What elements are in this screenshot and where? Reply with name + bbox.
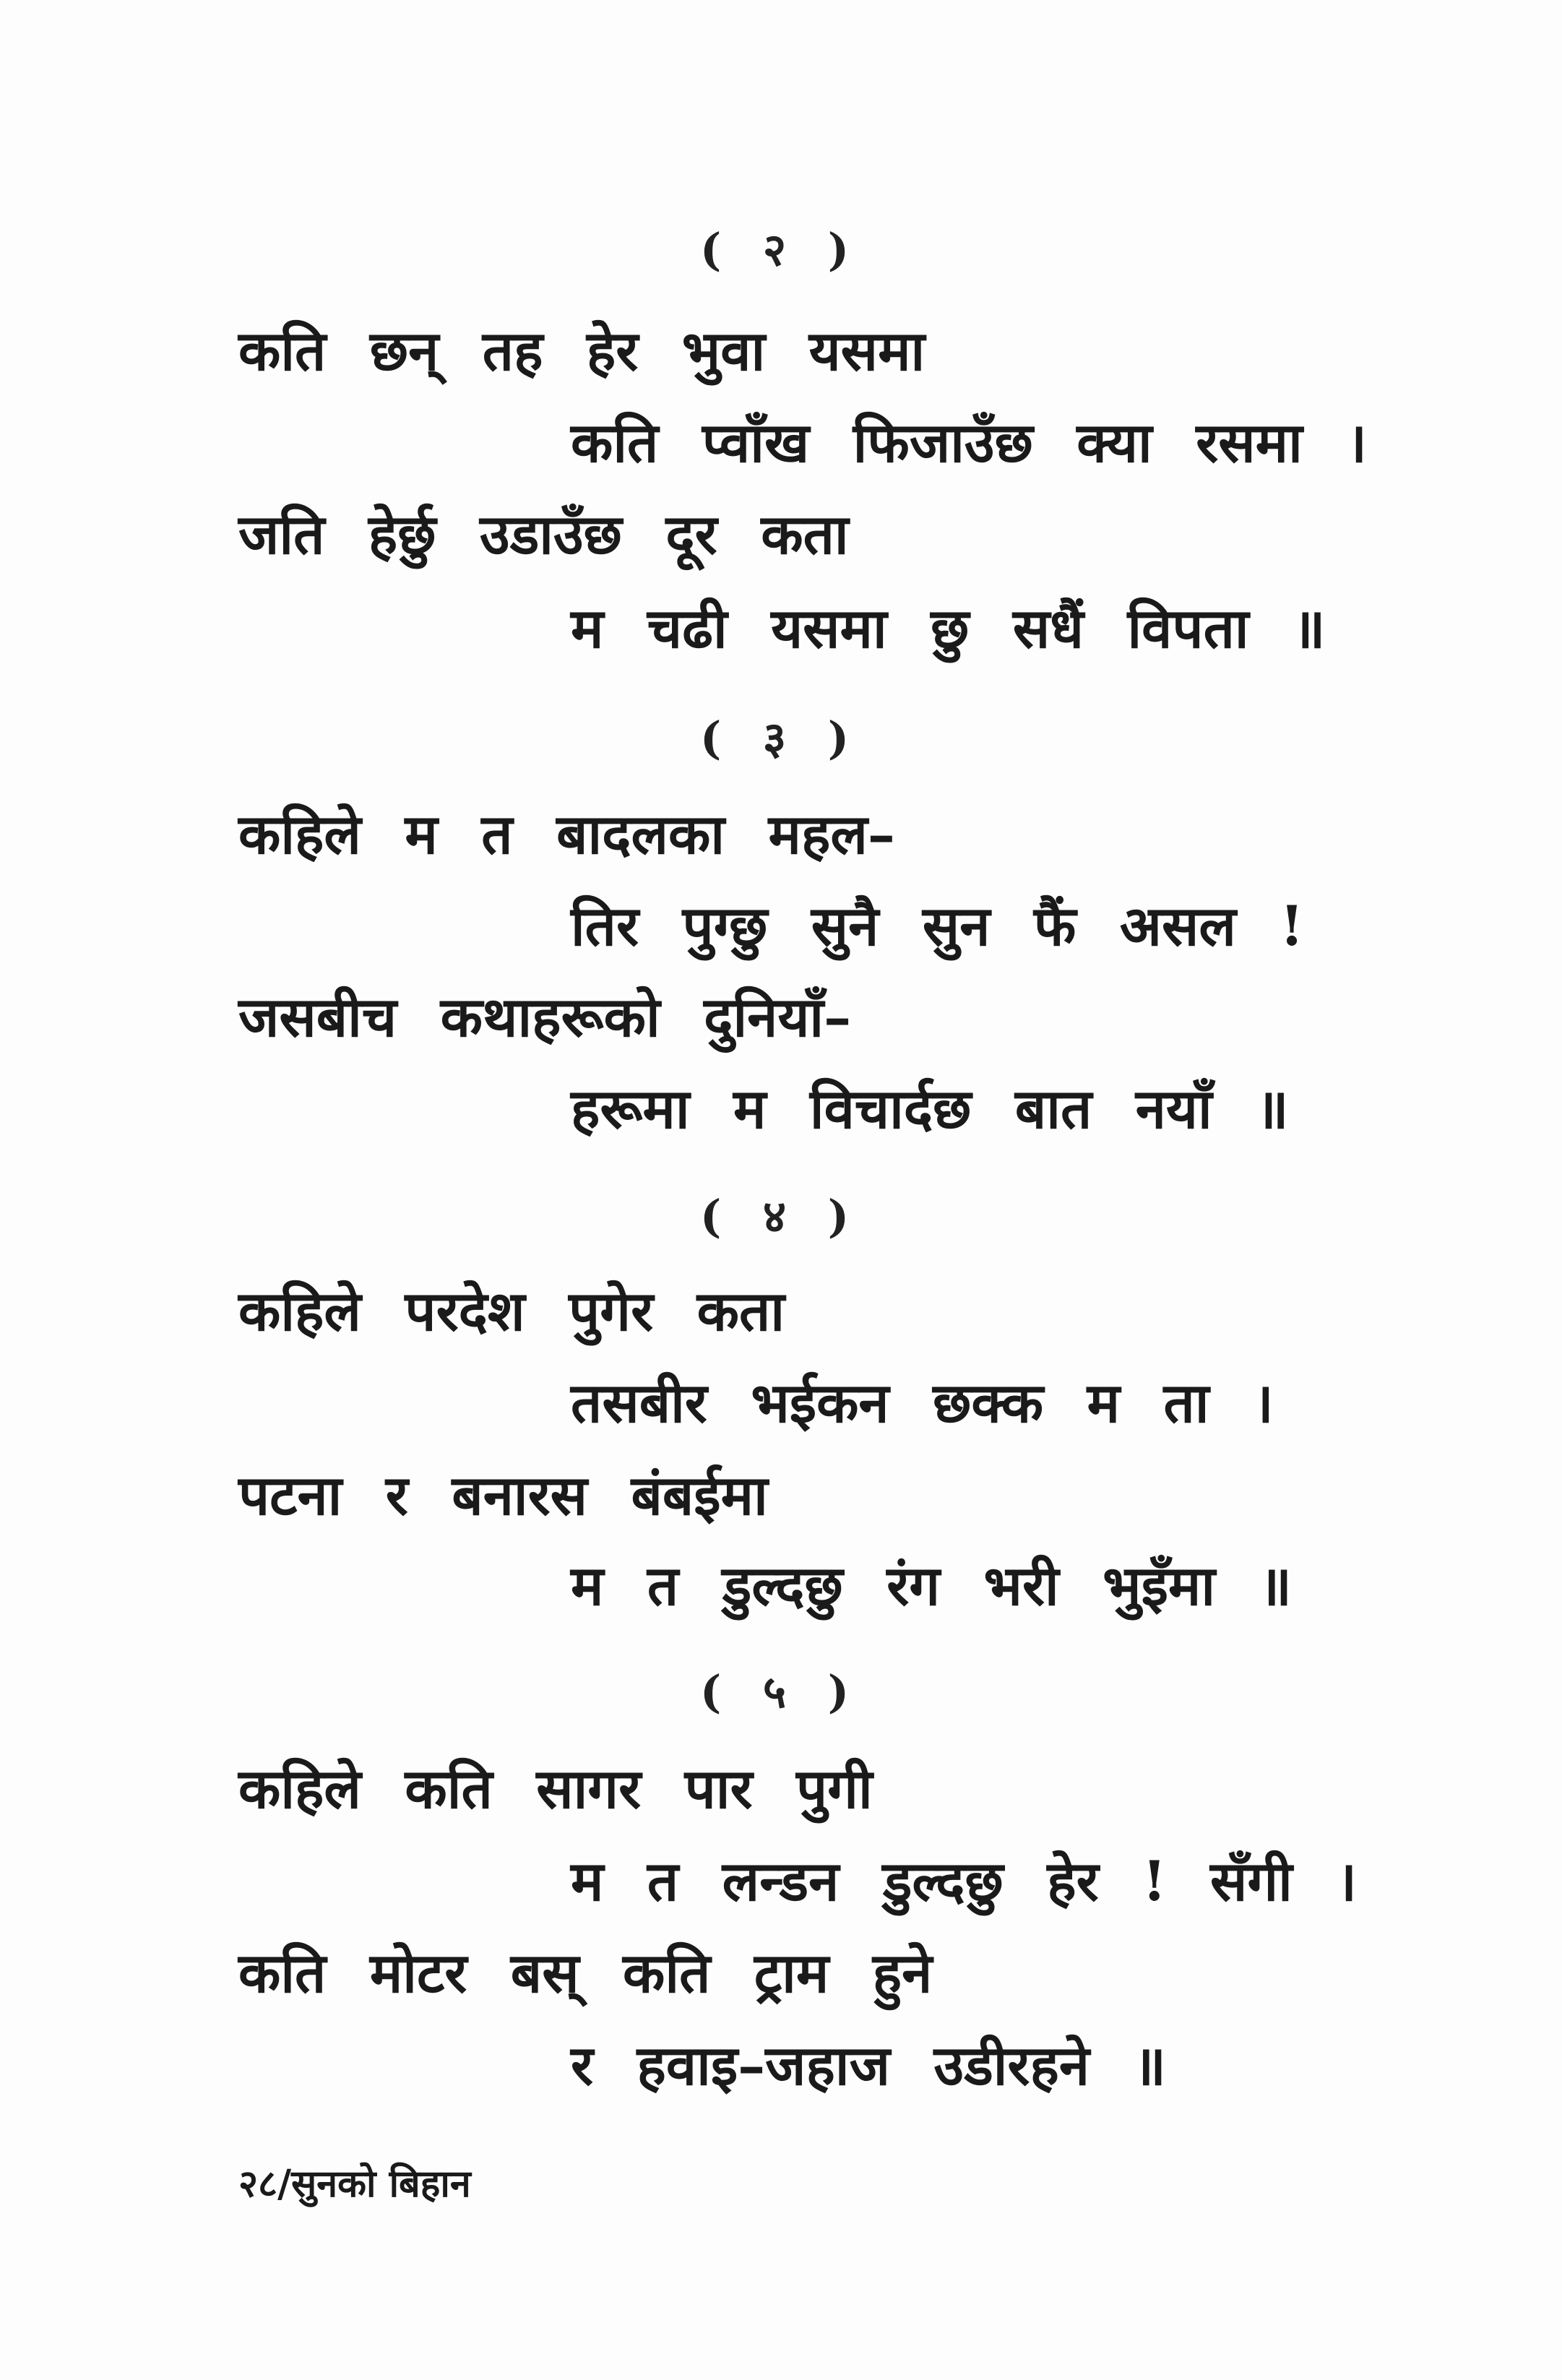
stanza-4-line-4: म त डुल्दछु रंग भरी भुइँमा ॥: [571, 1553, 1293, 1618]
stanza-2-line-1: कति छन् तह हेर भुवा यसमा: [238, 319, 925, 383]
stanza-3-line-4: हरूमा म विचार्दछ बात नयाँ ॥: [571, 1077, 1289, 1141]
stanza-5-line-1: कहिले कति सागर पार पुगी: [238, 1756, 873, 1821]
stanza-3-line-2: तिर पुग्छु सुनै सुन फैं असल !: [571, 894, 1304, 958]
stanza-2-line-2: कति प्वाँख फिजाउँछ क्या रसमा ।: [571, 410, 1368, 475]
stanza-2-line-4: म चढी यसमा छु सधैं विपता ॥: [571, 596, 1326, 660]
stanza-number-4: ( ४ ): [699, 1190, 863, 1243]
stanza-number-2: ( २ ): [699, 223, 863, 276]
stanza-5-line-4: र हवाइ–जहाज उडीरहने ॥: [571, 2033, 1167, 2097]
stanza-5-line-2: म त लन्डन डुल्दछु हेर ! सँगी ।: [571, 1849, 1358, 1913]
stanza-4-line-1: कहिले परदेश पुगेर कता: [238, 1279, 785, 1343]
stanza-3-line-1: कहिले म त बादलका महल–: [238, 802, 895, 866]
stanza-4-line-3: पटना र बनारस बंबईमा: [238, 1463, 768, 1527]
stanza-number-5: ( ५ ): [699, 1665, 863, 1718]
stanza-3-line-3: जसबीच कथाहरूको दुनियाँ–: [238, 985, 852, 1049]
stanza-2-line-3: जति हेर्छु उडाउँछ दूर कता: [238, 502, 849, 566]
stanza-number-3: ( ३ ): [699, 712, 863, 764]
stanza-4-line-2: तसबीर भईकन छक्क म ता ।: [571, 1371, 1274, 1435]
page-footer: २८/सुनको बिहान: [238, 2162, 471, 2206]
stanza-5-line-3: कति मोटर बस् कति ट्राम हुने: [238, 1941, 933, 2005]
